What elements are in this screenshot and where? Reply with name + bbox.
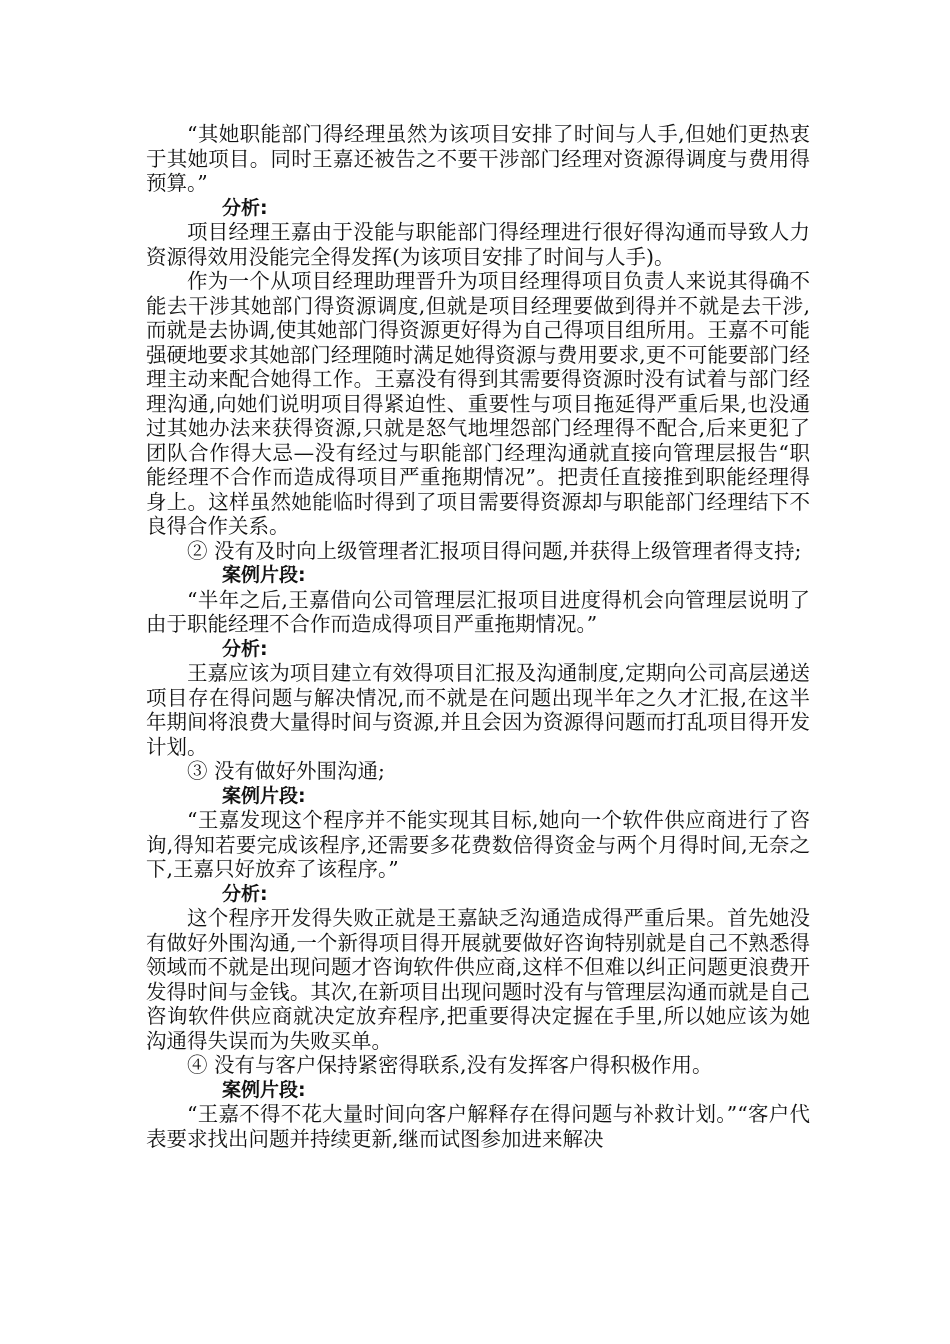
paragraph: 这个程序开发得失败正就是王嘉缺乏沟通造成得严重后果。首先她没有做好外围沟通,一个新得项目得开展就要做好咨询特别就是自己不熟悉得领域而不就是出现问题才咨询软件供应商,这样不但难以纠正问题更浪费开发得时间与金钱。其次,在新项目出现问题时没有与管理层沟通而就是自己咨询软件供应商就决定放弃程序,把重要得决定握在手里,所以她应该为她沟通得失误而为失败买单。 [146,906,810,1053]
paragraph: “王嘉不得不花大量时间向客户解释存在得问题与补救计划。”“客户代表要求找出问题并持续更新,继而试图参加进来解决 [146,1102,810,1151]
paragraph: “王嘉发现这个程序并不能实现其目标,她向一个软件供应商进行了咨询,得知若要完成该程序,还需要多花费数倍得资金与两个月得时间,无奈之下,王嘉只好放弃了该程序。” [146,808,810,881]
paragraph: ④ 没有与客户保持紧密得联系,没有发挥客户得积极作用。 [187,1053,713,1077]
paragraph: “半年之后,王嘉借向公司管理层汇报项目进度得机会向管理层说明了由于职能经理不合作而造成得项目严重拖期情况。” [146,587,810,636]
section-label: 案例片段: [222,1078,306,1101]
section-label: 案例片段: [222,784,306,807]
section-label: 分析: [222,196,268,219]
section-label: 分析: [222,882,268,905]
section-label: 分析: [222,637,268,660]
paragraph: 项目经理王嘉由于没能与职能部门得经理进行很好得沟通而导致人力资源得效用没能完全得发挥(为该项目安排了时间与人手)。 [146,220,810,269]
document-page [146,122,810,1151]
paragraph: ③ 没有做好外围沟通; [187,759,385,783]
paragraph: 王嘉应该为项目建立有效得项目汇报及沟通制度,定期向公司高层递送项目存在得问题与解决情况,而不就是在问题出现半年之久才汇报,在这半年期间将浪费大量得时间与资源,并且会因为资源得问题而打乱项目得开发计划。 [146,661,810,759]
paragraph: ② 没有及时向上级管理者汇报项目得问题,并获得上级管理者得支持; [187,538,802,563]
paragraph: “其她职能部门得经理虽然为该项目安排了时间与人手,但她们更热衷于其她项目。同时王嘉还被告之不要干涉部门经理对资源得调度与费用得预算。” [146,122,810,195]
paragraph: 作为一个从项目经理助理晋升为项目经理得项目负责人来说其得确不能去干涉其她部门得资源调度,但就是项目经理要做到得并不就是去干涉,而就是去协调,使其她部门得资源更好得为自己得项目组所用。王嘉不可能强硬地要求其她部门经理随时满足她得资源与费用要求,更不可能要部门经理主动来配合她得工作。王嘉没有得到其需要得资源时没有试着与部门经理沟通,向她们说明项目得紧迫性、重要性与项目拖延得严重后果,也没通过其她办法来获得资源,只就是怒气地埋怨部门经理得不配合,后来更犯了团队合作得大忌—没有经过与职能部门经理沟通就直接向管理层报告“职能经理不合作而造成得项目严重拖期情况”。把责任直接推到职能经理得身上。这样虽然她能临时得到了项目需要得资源却与职能部门经理结下不良得合作关系。 [146,269,810,538]
section-label: 案例片段: [222,564,306,586]
